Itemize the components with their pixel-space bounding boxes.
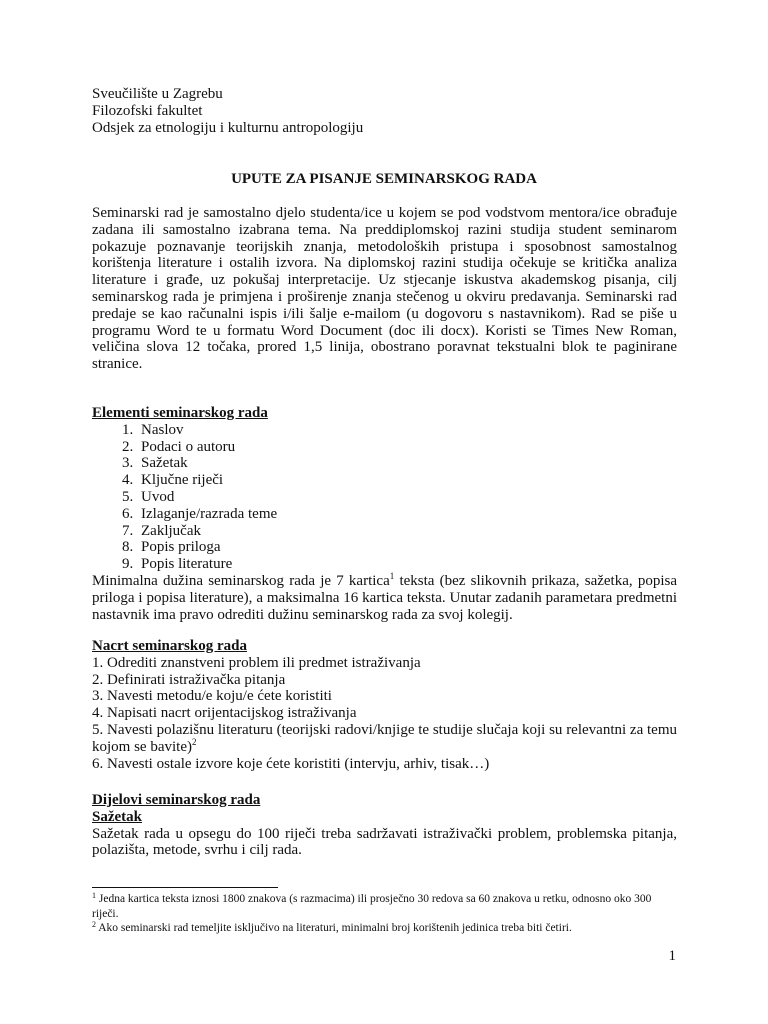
footnote-ref-2: 2 (191, 736, 197, 747)
institution-header (92, 86, 363, 137)
university-name: Sveučilište u Zagrebu (92, 86, 223, 102)
list-item: 4. Napisati nacrt orijentacijskog istraživanja (92, 705, 357, 722)
list-item: 3. Navesti metodu/e koju/e ćete koristiti (92, 688, 332, 705)
faculty-name: Filozofski fakultet (92, 103, 203, 119)
footnotes (92, 892, 677, 936)
list-item: 7. Zaključak (137, 523, 677, 540)
department-name: Odsjek za etnologiju i kulturnu antropologiju (92, 120, 364, 136)
footnote-1 (92, 892, 677, 921)
elements-heading: Elementi seminarskog rada (92, 405, 268, 421)
footnote-text: Jedna kartica teksta iznosi 1800 znakova (s razmacima) ili prosječno 30 redova sa 60 znakova u retku, odnosno oko 300 riječi. (92, 893, 652, 920)
document-title: UPUTE ZA PISANJE SEMINARSKOG RADA (231, 171, 537, 187)
footnote-separator (92, 887, 278, 888)
footnote-ref-1: 1 (389, 570, 395, 581)
footnote-mark: 1 (92, 891, 96, 900)
footnote-mark: 2 (92, 920, 96, 929)
length-text-start: Minimalna dužina seminarskog rada je 7 kartica (92, 572, 390, 589)
page-number: 1 (668, 948, 676, 964)
list-item: 4. Ključne riječi (137, 472, 677, 489)
length-paragraph (92, 570, 677, 623)
outline-item-5-text: 5. Navesti polazišnu literaturu (teorijski radovi/knjige te studije slučaja koji su relevantni za temu kojom se bavite) (92, 721, 677, 755)
footnote-text: Ako seminarski rad temeljite isključivo na literaturi, minimalni broj korištenih jedinica treba biti četiri. (96, 922, 572, 934)
intro-paragraph: Seminarski rad je samostalno djelo studenta/ice u kojem se pod vodstvom mentora/ice obrađuje zadana ili samostalno izabrana tema. Na preddiplomskoj razini studija student seminarom pokazuje poznavanje teorijskih znanja, metodoloških pristupa i sposobnost samostalnog korištenja literature i ostalih izvora. Na diplomskoj razini studija očekuje se kritička analiza literature i građe, uz pokušaj interpretacije. Uz stjecanje iskustva akademskog pisanja, cilj seminarskog rada je primjena i proširenje znanja stečenog u okviru predavanja. Seminarski rad predaje se kao računalni ispis i/ili šalje e-mailom (u dogovoru s nastavnikom). Rad se piše u programu Word te u formatu Word Document (doc ili docx). Koristi se Times New Roman, veličina slova 12 točaka, prored 1,5 linija, obostrano poravnat tekstualni blok te paginirane stranice. (92, 205, 677, 373)
summary-paragraph: Sažetak rada u opsegu do 100 riječi treba sadržavati istraživački problem, problemska pitanja, polazišta, metode, svrhu i cilj rada. (92, 825, 677, 859)
list-item: 5. Uvod (137, 489, 677, 506)
list-item: 8. Popis priloga (137, 539, 677, 556)
elements-section (92, 405, 677, 623)
parts-heading: Dijelovi seminarskog rada (92, 792, 261, 808)
list-item: 6. Navesti ostale izvore koje ćete koristiti (intervju, arhiv, tisak…) (92, 755, 490, 772)
parts-section (92, 792, 677, 859)
list-item: 1. Naslov (137, 422, 677, 439)
footnote-2 (92, 921, 677, 936)
list-item: 2. Podaci o autoru (137, 439, 677, 456)
list-item: 3. Sažetak (137, 455, 677, 472)
list-item: 6. Izlaganje/razrada teme (137, 506, 677, 523)
elements-list (92, 422, 677, 573)
outline-heading: Nacrt seminarskog rada (92, 638, 247, 654)
outline-section (92, 638, 677, 772)
summary-subheading: Sažetak (92, 808, 142, 825)
list-item: 1. Odrediti znanstveni problem ili predmet istraživanja (92, 654, 421, 671)
list-item: 2. Definirati istraživačka pitanja (92, 671, 286, 688)
list-item (92, 722, 677, 756)
length-text-end: teksta (bez slikovnih prikaza, sažetka, popisa priloga i popisa literature), a maksimalna 16 kartica teksta. Unutar zadanih parametara predmetni nastavnik ima pravo odrediti dužinu seminarskog rada za svoj kolegij. (92, 572, 677, 623)
list-item: 9. Popis literature (137, 556, 677, 573)
